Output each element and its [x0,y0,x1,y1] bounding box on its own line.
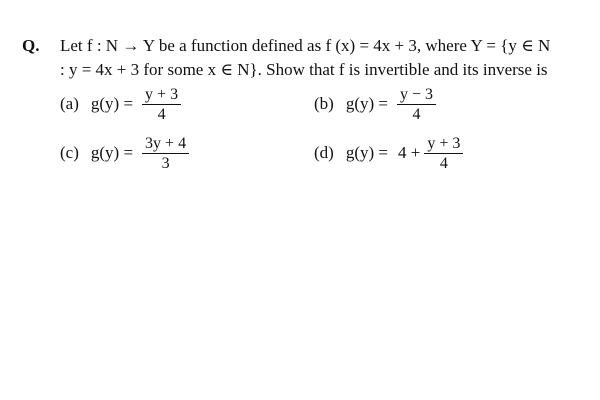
option-a-numerator: y + 3 [142,85,181,105]
option-a-fraction [142,85,181,124]
option-c[interactable] [60,131,189,175]
option-c-lhs: g(y) = [90,143,134,162]
option-c-tag: (c) [60,143,79,162]
option-b-fraction [397,85,436,124]
question-label: Q. [22,36,40,55]
option-d-tag: (d) [314,143,334,162]
option-d-fraction [424,134,463,173]
option-c-numerator: 3y + 4 [142,134,189,154]
option-a[interactable] [60,82,181,126]
question-text [60,34,600,82]
option-b[interactable] [314,82,436,126]
option-d-prefix: 4 + [398,143,421,162]
option-d[interactable] [314,131,463,175]
option-c-fraction [142,134,189,173]
option-d-denominator: 4 [439,154,448,172]
question-line-1: Let f : N → Y be a function defined as f (x) = 4x + 3, where Y = {y ∈ N [60,36,551,55]
option-d-numerator: y + 3 [424,134,463,154]
option-b-numerator: y − 3 [397,85,436,105]
option-a-lhs: g(y) = [90,94,134,113]
option-a-denominator: 4 [157,105,166,123]
option-b-tag: (b) [314,94,334,113]
question-line-2: : y = 4x + 3 for some x ∈ N}. Show that f is invertible and its inverse is [60,60,548,79]
option-b-lhs: g(y) = [345,94,388,113]
option-d-lhs: g(y) = [345,143,388,162]
option-a-tag: (a) [60,94,79,113]
option-b-denominator: 4 [412,105,421,123]
option-c-denominator: 3 [161,154,170,172]
